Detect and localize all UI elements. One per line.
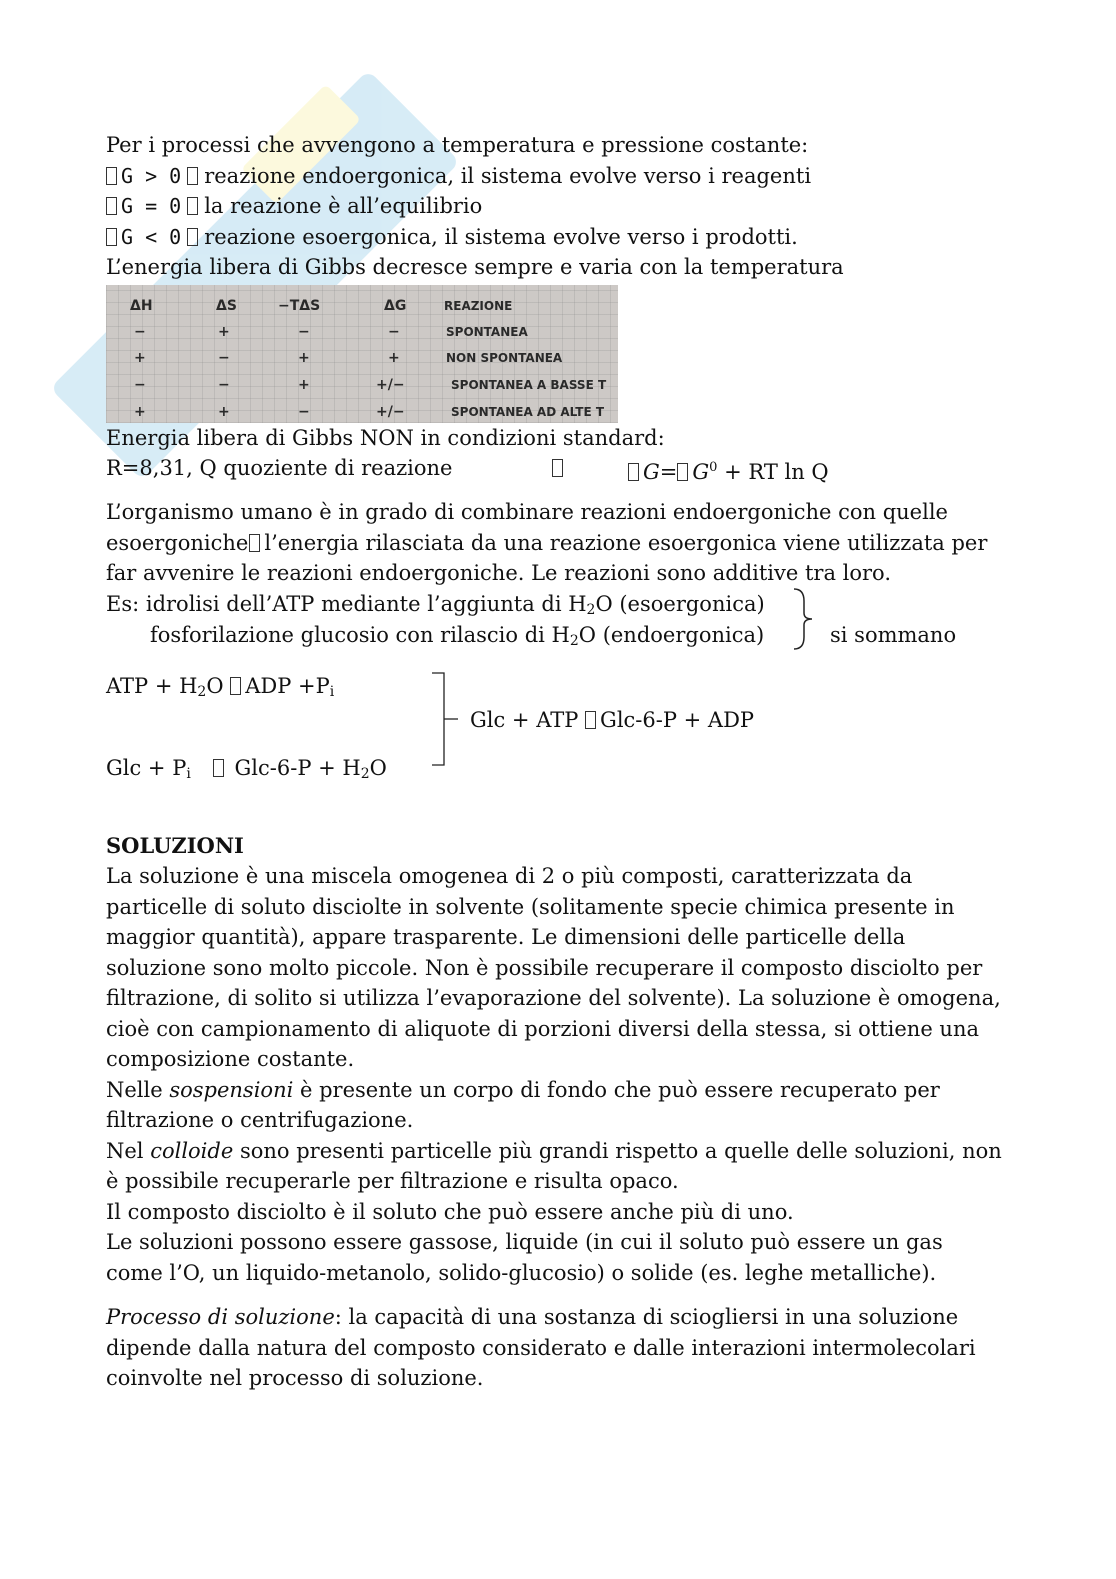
table-cell: − [134, 323, 146, 340]
table-header-dh: ΔH [130, 297, 153, 314]
section-title: SOLUZIONI [106, 832, 244, 858]
reaction-1: ATP + $H_2O$ ADP $+P_i$ [106, 673, 335, 700]
gibbs-line: L’energia libera di Gibbs decresce sempre e varia con la temperatura [106, 255, 844, 279]
curly-brace-icon [790, 587, 816, 651]
intro-line: Per i processi che avvengono a temperatura e pressione costante: [106, 133, 809, 157]
nonstandard-title: Energia libera di Gibbs NON in condizioni standard: [106, 425, 665, 450]
table-cell: + [134, 403, 146, 420]
reaction-block [106, 661, 1006, 831]
nonstandard-left: R=8,31, Q quoziente di reazione [106, 456, 453, 480]
example-sum: si sommano [830, 622, 957, 647]
table-cell: NON SPONTANEA [446, 350, 563, 365]
g-rule-1: G > 0 reazione endoergonica, il sistema evolve verso i reagenti [106, 161, 1006, 192]
solution-paragraph-4: Il composto disciolto è il soluto che può essere anche più di uno. [106, 1199, 794, 1224]
table-cell: − [218, 376, 230, 393]
table-cell: + [388, 349, 400, 366]
example-line-1: Es: idrolisi dell’ATP mediante l’aggiunta di $H_2O$ (esoergonica) [106, 591, 765, 618]
arrow-placeholder [552, 459, 563, 477]
solution-paragraph-2: Nelle sospensioni è presente un corpo di fondo che può essere recuperato per filtrazione o centrifugazione. [106, 1077, 940, 1132]
table-cell: + [218, 323, 230, 340]
table-cell: − [388, 323, 400, 340]
solution-paragraph-1: La soluzione è una miscela omogenea di 2 o più composti, caratterizzata da particelle di soluto disciolte in solvente (solitamente specie chimica presente in maggior quantità), appare trasparente. Le dimensioni delle particelle della soluzione sono molto piccole. Non è possibile recuperare il composto disciolto per filtrazione, di solito si utilizza l’evaporazione del solvente). La soluzione è omogena, cioè con campionamento di aliquote di porzioni diversi della stessa, si ottiene una composizione costante. [106, 864, 1001, 1071]
table-cell: − [134, 376, 146, 393]
table-cell: + [218, 403, 230, 420]
solution-paragraph-3: Nel colloide sono presenti particelle più grandi rispetto a quelle delle soluzioni, non è possibile recuperarle per filtrazione e risulta opaco. [106, 1138, 1002, 1193]
table-cell: − [298, 323, 310, 340]
reaction-total: Glc + ATP Glc-6-P + ADP [470, 707, 755, 732]
table-cell: SPONTANEA AD ALTE T [451, 404, 605, 419]
reaction-2: Glc + $P_i$ $Glc-6-P + H_2O$ [106, 755, 387, 782]
table-header-dg: ΔG [384, 297, 407, 314]
table-header-tds: −TΔS [278, 297, 321, 314]
nonstandard-formula-line [106, 453, 1006, 483]
bracket-icon [430, 671, 470, 767]
g-rule-2: G = 0 la reazione è all’equilibrio [106, 191, 1006, 222]
solution-paragraph-5: Le soluzioni possono essere gassose, liquide (in cui il soluto può essere un gas come l’O, un liquido-metanolo, solido-glucosio) o solide (es. leghe metalliche). [106, 1230, 943, 1285]
table-cell: − [298, 403, 310, 420]
handwritten-table-photo [106, 285, 618, 423]
coupling-paragraph: L’organismo umano è in grado di combinare reazioni endoergoniche con quelle esoergoniche l’energia rilasciata da una reazione esoergonica viene utilizzata per far avvenire le reazioni endoergoniche. Le reazioni sono additive tra loro. [106, 500, 988, 585]
table-cell: SPONTANEA [446, 324, 528, 339]
table-cell: SPONTANEA A BASSE T [451, 377, 607, 392]
solution-paragraph-6: Processo di soluzione: la capacità di una sostanza di sciogliersi in una soluzione dipende dalla natura del composto considerato e dalle interazioni intermolecolari coinvolte nel processo di soluzione. [106, 1305, 976, 1390]
nonstandard-formula: $G= G^0$ + RT ln Q [628, 453, 829, 488]
table-cell: + [298, 349, 310, 366]
g-rule-3: G < 0 reazione esoergonica, il sistema evolve verso i prodotti. [106, 222, 1006, 253]
example-line-2: fosforilazione glucosio con rilascio di $H_2O$ (endoergonica) [150, 622, 765, 649]
table-cell: + [134, 349, 146, 366]
table-cell: +/− [376, 376, 405, 393]
table-header-ds: ΔS [216, 297, 237, 314]
table-cell: + [298, 376, 310, 393]
table-header-reaction: REAZIONE [444, 298, 513, 313]
table-cell: +/− [376, 403, 405, 420]
example-block [106, 589, 1006, 651]
table-cell: − [218, 349, 230, 366]
document-body [106, 130, 1006, 1394]
